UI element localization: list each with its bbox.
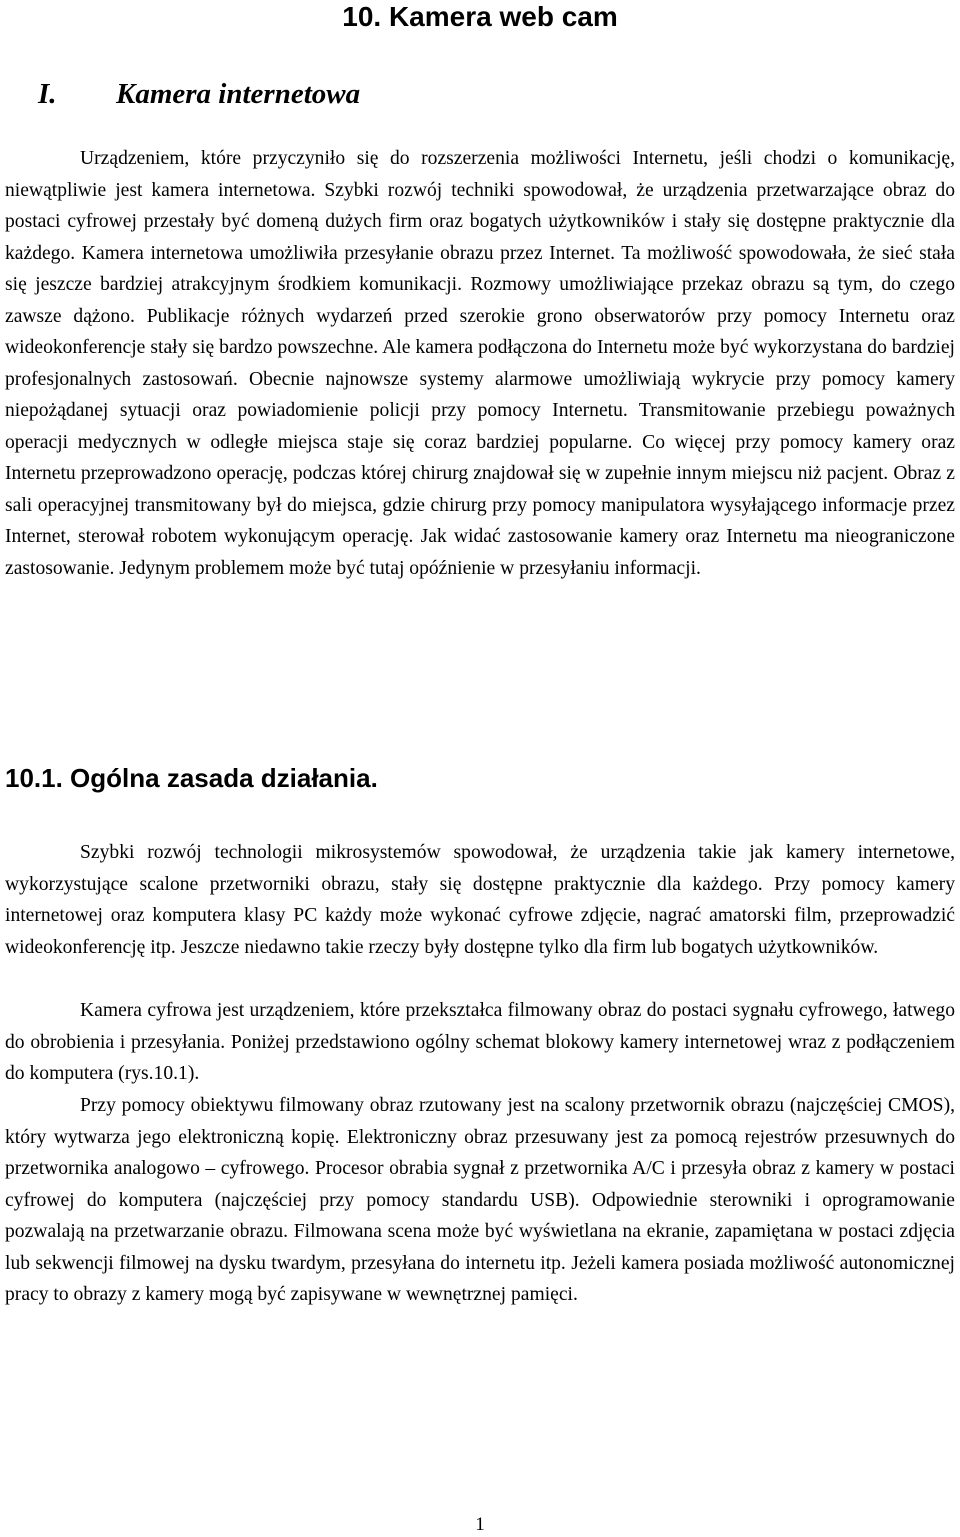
chapter-title-text: 10. Kamera web cam <box>342 1 618 32</box>
body-paragraph: Szybki rozwój technologii mikrosystemów spowodował, że urządzenia takie jak kamery internetowe, wykorzystujące scalone przetworniki obrazu, stały się dostępne praktycznie dla każdego. Przy pomocy kamery internetowej oraz komputera klasy PC każdy może wykonać cyfrowe zdjęcie, nagrać amatorski film, przeprowadzić wideokonferencję itp. Jeszcze niedawno takie rzeczy były dostępne tylko dla firm lub bogatych użytkowników. <box>5 842 955 958</box>
subsection-title: 10.1. Ogólna zasada działania. <box>5 763 378 793</box>
intro-paragraph: Urządzeniem, które przyczyniło się do rozszerzenia możliwości Internetu, jeśli chodzi o komunikację, niewątpliwie jest kamera internetowa. Szybki rozwój techniki spowodował, że urządzenia przetwarzające obraz do postaci cyfrowej przestały być domeną dużych firm oraz bogatych użytkowników i stały się dostępne praktycznie dla każdego. Kamera internetowa umożliwiła przesyłanie obrazu przez Internet. Ta możliwość spowodowała, że sieć stała się jeszcze bardziej atrakcyjnym środkiem komunikacji. Rozmowy umożliwiające przekaz obrazu są tym, do czego zawsze dążono. Publikacje różnych wydarzeń przed szerokie grono obserwatorów przy pomocy Internetu oraz wideokonferencje stały się bardzo powszechne. Ale kamera podłączona do Internetu może być wykorzystana do bardziej profesjonalnych zastosowań. Obecnie najnowsze systemy alarmowe umożliwiają wykrycie przy pomocy kamery niepożądanej sytuacji oraz powiadomienie policji przy pomocy Internetu. Transmitowanie przebiegu poważnych operacji medycznych w odległe miejsca staje się coraz bardziej popularne. Co więcej przy pomocy kamery oraz Internetu przeprowadzono operację, podczas której chirurg znajdował się w zupełnie innym miejscu niż pacjent. Obraz z sali operacyjnej transmitowany był do miejsca, gdzie chirurg przy pomocy manipulatora wysyłającego informacje przez Internet, sterował robotem wykonującym operację. Jak widać zastosowanie kamery oraz Internetu ma nieograniczone zastosowanie. Jedynym problemem może być tutaj opóźnienie w przesyłaniu informacji. <box>5 148 955 579</box>
section-title: Kamera internetowa <box>116 78 361 110</box>
section-heading <box>38 76 360 112</box>
page-number: 1 <box>475 1514 485 1535</box>
body-paragraph: Kamera cyfrowa jest urządzeniem, które przekształca filmowany obraz do postaci sygnału cyfrowego, łatwego do obrobienia i przesyłania. Poniżej przedstawiono ogólny schemat blokowy kamery internetowej wraz z podłączeniem do komputera (rys.10.1). <box>5 1000 955 1084</box>
body-paragraph: Przy pomocy obiektywu filmowany obraz rzutowany jest na scalony przetwornik obrazu (najczęściej CMOS), który wytwarza jego elektroniczną kopię. Elektroniczny obraz przesuwany jest za pomocą rejestrów przesuwnych do przetwornika analogowo – cyfrowego. Procesor obrabia sygnał z przetwornika A/C i przesyła obraz z kamery w postaci cyfrowej do komputera (najczęściej przy pomocy standardu USB). Odpowiednie sterowniki i oprogramowanie pozwalają na przetwarzanie obrazu. Filmowana scena może być wyświetlana na ekranie, zapamiętana w postaci zdjęcia lub sekwencji filmowej na dysku twardym, przesyłana do internetu itp. Jeżeli kamera posiada możliwość autonomicznej pracy to obrazy z kamery mogą być zapisywane w wewnętrznej pamięci. <box>5 1095 955 1305</box>
section-number: I. <box>38 78 57 110</box>
